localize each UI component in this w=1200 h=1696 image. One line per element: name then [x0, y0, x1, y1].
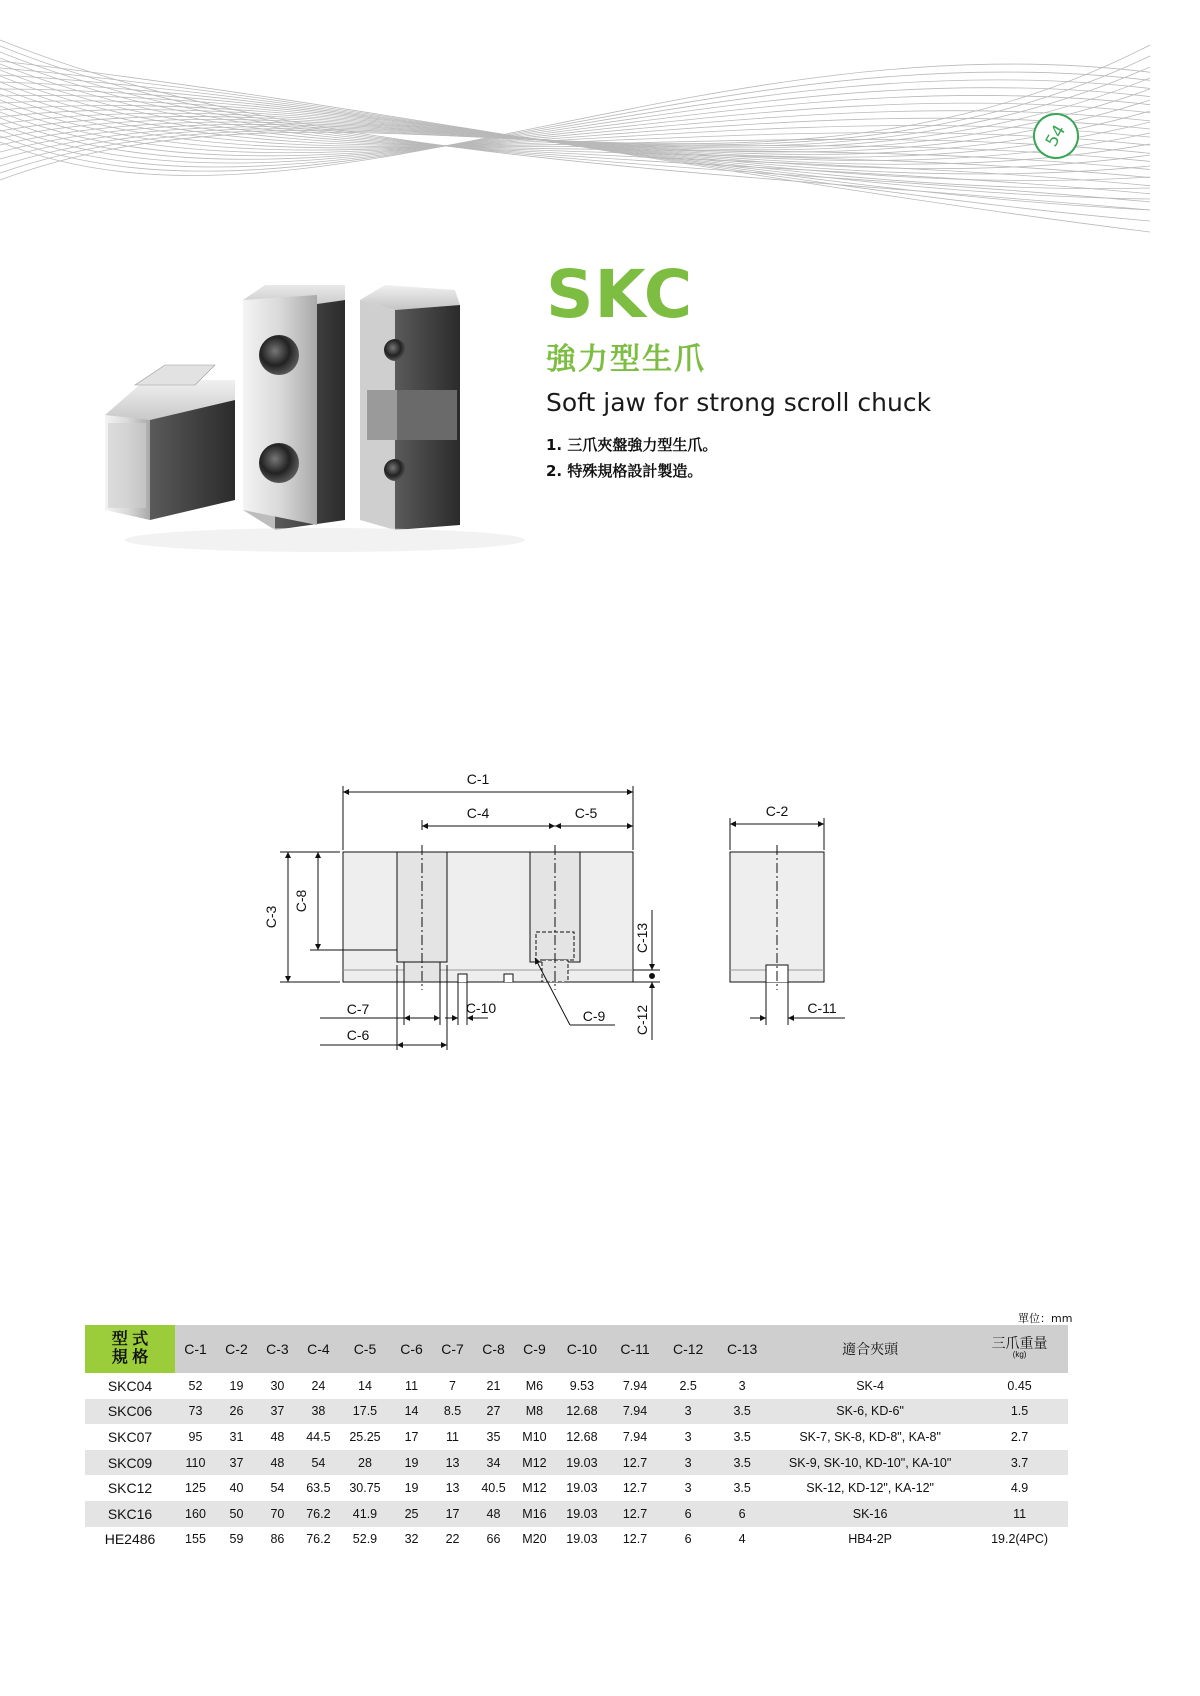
cell-c9: M12: [514, 1450, 555, 1476]
cell-c4: 38: [298, 1399, 339, 1425]
cell-c1: 155: [185, 1532, 206, 1547]
cell-weight: 1.5: [971, 1399, 1068, 1425]
cell-c10: 19.03: [555, 1450, 609, 1476]
header-c10: C-10: [555, 1325, 609, 1373]
feature-item: 2. 特殊規格設計製造。: [546, 462, 703, 480]
product-title: SKC: [546, 256, 694, 333]
cell-c13: 3.5: [733, 1481, 751, 1496]
cell-chuck: SK-16: [769, 1501, 971, 1527]
cell-c4: 44.5: [306, 1429, 331, 1444]
label-c11: C-11: [807, 1000, 837, 1016]
header-chuck: 適合夾頭: [769, 1325, 971, 1373]
cell-c9: M20: [522, 1532, 547, 1547]
cell-c12: 3: [684, 1481, 692, 1496]
label-c7: C-7: [346, 1001, 370, 1017]
cell-c6: 32: [404, 1532, 419, 1547]
cell-c13: 3.5: [733, 1429, 751, 1444]
cell-c10: 12.68: [566, 1429, 598, 1444]
header-weight-label: 三爪重量: [991, 1335, 1048, 1351]
cell-model: SKC09: [85, 1450, 175, 1476]
table-row: [85, 1424, 1068, 1450]
cell-chuck: SK-9, SK-10, KD-10", KA-10": [769, 1450, 971, 1476]
cell-c11: 12.7: [622, 1481, 648, 1496]
header-c4: C-4: [298, 1325, 339, 1373]
cell-chuck: SK-7, SK-8, KD-8", KA-8": [799, 1429, 941, 1444]
cell-c1: 110: [175, 1450, 216, 1476]
header-model: [85, 1325, 175, 1373]
product-subtitle-chinese: 強力型生爪: [546, 342, 706, 377]
table-row: [85, 1373, 1068, 1399]
cell-c8: 35: [486, 1429, 501, 1444]
header-c5: C-5: [339, 1325, 391, 1373]
cell-c11: 12.7: [622, 1532, 648, 1547]
header-c7: C-7: [432, 1325, 473, 1373]
cell-c7: 11: [446, 1429, 459, 1444]
cell-c11: 7.94: [622, 1378, 648, 1393]
label-c2: C-2: [765, 803, 789, 819]
cell-c6: 19: [404, 1481, 419, 1496]
cell-weight: 0.45: [1007, 1378, 1032, 1393]
product-subtitle-english: Soft jaw for strong scroll chuck: [546, 388, 932, 417]
table-row: [85, 1399, 1068, 1425]
cell-c12: 2.5: [679, 1378, 697, 1393]
cell-c13: 3.5: [715, 1399, 769, 1425]
cell-model: SKC12: [107, 1480, 153, 1497]
cell-c3: 70: [257, 1501, 298, 1527]
cell-weight: 19.2(4PC): [991, 1532, 1049, 1547]
label-c5: C-5: [574, 805, 598, 821]
cell-c2: 50: [216, 1501, 257, 1527]
cell-chuck: HB4-2P: [848, 1532, 893, 1547]
cell-c10: 19.03: [566, 1481, 598, 1496]
cell-c5: 17.5: [339, 1399, 391, 1425]
cell-c5: 41.9: [339, 1501, 391, 1527]
header-c1: C-1: [175, 1325, 216, 1373]
cell-c4: 24: [311, 1378, 326, 1393]
product-photo: [105, 285, 525, 615]
header-weight-unit: (kg): [1012, 1350, 1027, 1359]
cell-chuck: SK-4: [856, 1378, 885, 1393]
header-model-line: 規 格: [111, 1349, 149, 1366]
cell-weight: 2.7: [1010, 1429, 1029, 1444]
cell-c2: 31: [229, 1429, 244, 1444]
cell-c6: 11: [405, 1378, 419, 1393]
jaw-block-left: [105, 365, 235, 520]
cell-c5: 28: [339, 1450, 391, 1476]
label-c8: C-8: [293, 889, 309, 913]
cell-c6: 14: [391, 1399, 432, 1425]
cell-c3: 37: [257, 1399, 298, 1425]
label-c6: C-6: [346, 1027, 370, 1043]
header-c12: C-12: [661, 1325, 715, 1373]
cell-c8: 27: [473, 1399, 514, 1425]
cell-c1: 160: [175, 1501, 216, 1527]
spec-table: [85, 1325, 1068, 1552]
cell-c12: 6: [684, 1532, 692, 1547]
cell-c2: 37: [216, 1450, 257, 1476]
header-c3: C-3: [257, 1325, 298, 1373]
wave-lines-decoration: [0, 30, 1150, 260]
cell-c8: 48: [473, 1501, 514, 1527]
cell-c7: 17: [432, 1501, 473, 1527]
cell-c9: M16: [514, 1501, 555, 1527]
label-c9: C-9: [582, 1008, 606, 1024]
cell-c3: 48: [257, 1450, 298, 1476]
header-c8: C-8: [473, 1325, 514, 1373]
cell-model: HE2486: [104, 1531, 156, 1548]
label-c12: C-12: [634, 1004, 650, 1036]
cell-c12: 3: [661, 1450, 715, 1476]
cell-c13: 3.5: [715, 1450, 769, 1476]
cell-weight: 4.9: [1010, 1481, 1029, 1496]
header-model-line: 型 式: [111, 1331, 149, 1348]
cell-c5: 52.9: [352, 1532, 378, 1547]
table-row: [85, 1501, 1068, 1527]
technical-drawing: [260, 760, 920, 1095]
cell-c5: 30.75: [349, 1481, 381, 1496]
header-c11: C-11: [609, 1325, 661, 1373]
cell-c1: 125: [185, 1481, 206, 1496]
header-c6: C-6: [391, 1325, 432, 1373]
cell-c3: 54: [270, 1481, 285, 1496]
cell-c8: 66: [486, 1532, 501, 1547]
cell-c7: 8.5: [432, 1399, 473, 1425]
cell-c2: 59: [229, 1532, 244, 1547]
table-row: [85, 1475, 1068, 1501]
cell-c5: 14: [358, 1378, 372, 1393]
cell-chuck: SK-12, KD-12", KA-12": [806, 1481, 934, 1496]
table-header-row: [85, 1325, 1068, 1373]
cell-c6: 25: [391, 1501, 432, 1527]
cell-c12: 3: [684, 1429, 692, 1444]
cell-c11: 12.7: [609, 1501, 661, 1527]
cell-c8: 40.5: [481, 1481, 506, 1496]
cell-c4: 63.5: [306, 1481, 331, 1496]
label-c13: C-13: [634, 922, 650, 954]
cell-model: SKC16: [85, 1501, 175, 1527]
cell-c9: M12: [522, 1481, 547, 1496]
cell-c3: 48: [270, 1429, 285, 1444]
cell-c2: 40: [229, 1481, 244, 1496]
header-c9: C-9: [514, 1325, 555, 1373]
cell-c3: 30: [270, 1378, 285, 1393]
cell-c10: 19.03: [555, 1501, 609, 1527]
cell-c4: 76.2: [306, 1532, 331, 1547]
table-row: [85, 1527, 1068, 1553]
cell-c6: 19: [391, 1450, 432, 1476]
header-c13: C-13: [715, 1325, 769, 1373]
cell-c11: 12.7: [609, 1450, 661, 1476]
cell-c7: 13: [432, 1450, 473, 1476]
cell-c1: 73: [175, 1399, 216, 1425]
label-c10: C-10: [465, 1000, 497, 1016]
cell-c7: 7: [449, 1378, 456, 1393]
cell-c4: 54: [298, 1450, 339, 1476]
page-number: 54: [1041, 121, 1071, 151]
cell-c2: 26: [216, 1399, 257, 1425]
cell-c10: 9.53: [569, 1378, 595, 1393]
cell-c7: 22: [445, 1532, 460, 1547]
cell-c13: 3: [738, 1378, 746, 1393]
cell-c4: 76.2: [298, 1501, 339, 1527]
feature-list: [546, 432, 717, 484]
cell-weight: 3.7: [971, 1450, 1068, 1476]
cell-c1: 95: [188, 1429, 203, 1444]
cell-c3: 86: [270, 1532, 285, 1547]
label-c1: C-1: [466, 771, 490, 787]
cell-c13: 6: [715, 1501, 769, 1527]
cell-c6: 17: [404, 1429, 419, 1444]
feature-item: 1. 三爪夾盤強力型生爪。: [546, 436, 718, 454]
cell-c9: M8: [514, 1399, 555, 1425]
cell-model: SKC07: [107, 1428, 153, 1445]
cell-c12: 3: [661, 1399, 715, 1425]
jaw-block-middle: [243, 285, 345, 530]
cell-weight: 11: [971, 1501, 1068, 1527]
cell-c10: 12.68: [555, 1399, 609, 1425]
cell-c8: 34: [473, 1450, 514, 1476]
cell-c9: M6: [525, 1378, 544, 1393]
table-row: [85, 1450, 1068, 1476]
unit-label: 單位：mm: [1018, 1312, 1073, 1325]
cell-c5: 25.25: [349, 1429, 381, 1444]
cell-model: SKC06: [85, 1399, 175, 1425]
cell-c8: 21: [486, 1378, 501, 1393]
cell-c11: 7.94: [609, 1399, 661, 1425]
cell-c2: 19: [229, 1378, 244, 1393]
cell-c11: 7.94: [622, 1429, 648, 1444]
jaw-block-right: [360, 285, 460, 530]
cell-c10: 19.03: [566, 1532, 598, 1547]
label-c4: C-4: [466, 805, 490, 821]
cell-chuck: SK-6, KD-6": [769, 1399, 971, 1425]
cell-model: SKC04: [107, 1377, 153, 1394]
cell-c12: 6: [661, 1501, 715, 1527]
label-c3: C-3: [263, 905, 279, 929]
cell-c1: 52: [188, 1378, 203, 1393]
header-weight: [971, 1325, 1068, 1373]
cell-c13: 4: [738, 1532, 746, 1547]
cell-c9: M10: [522, 1429, 547, 1444]
header-c2: C-2: [216, 1325, 257, 1373]
cell-c7: 13: [445, 1481, 460, 1496]
